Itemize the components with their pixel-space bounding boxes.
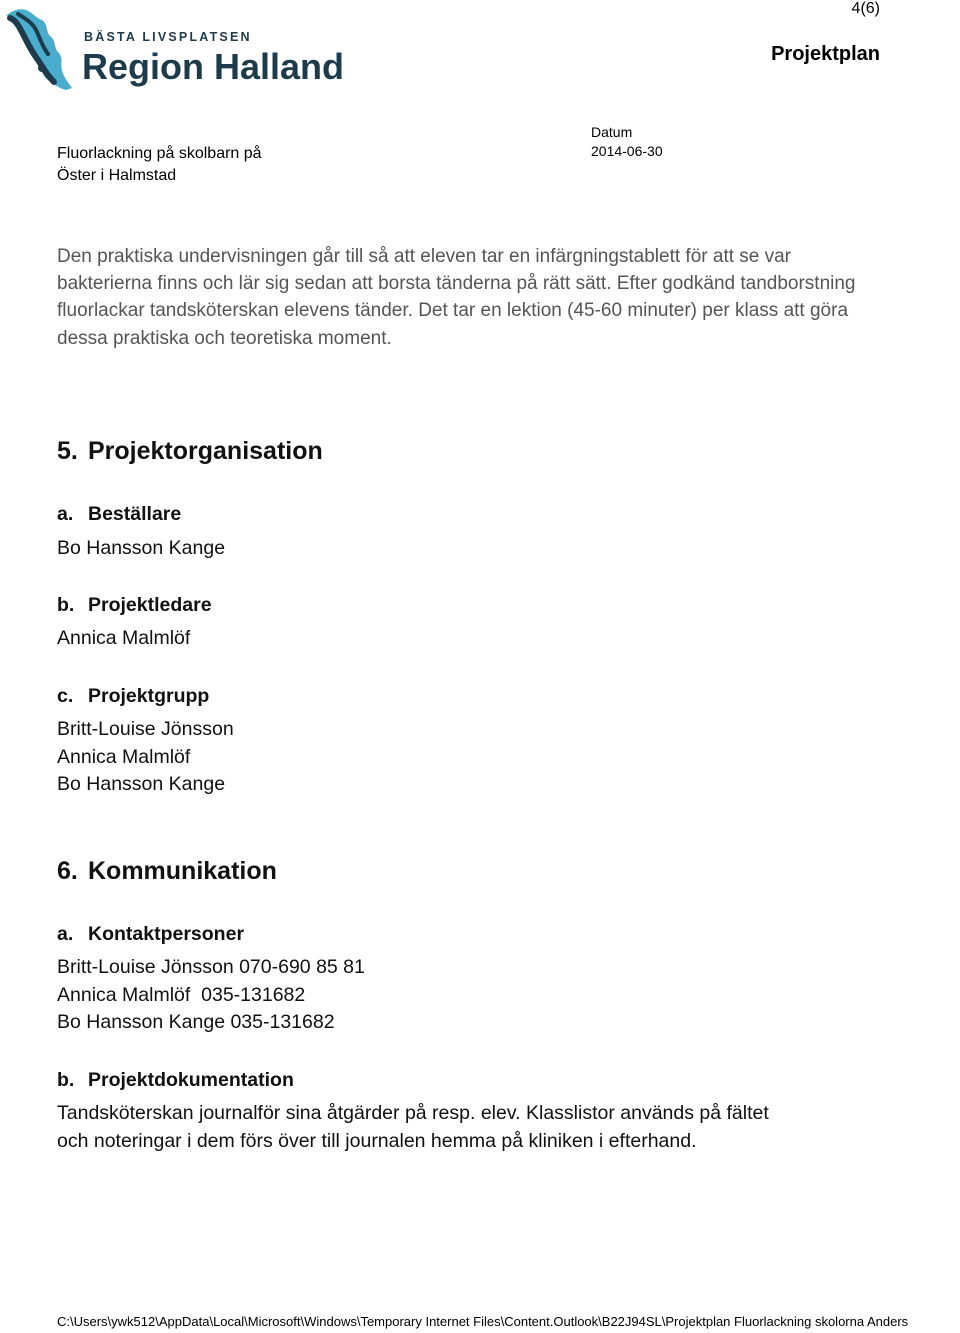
subsection-heading: [57, 685, 209, 708]
content-line: Britt-Louise Jönsson: [57, 718, 234, 740]
subsection-content: [57, 625, 190, 653]
subsection-content: [57, 954, 365, 1037]
subsection-title: Projektgrupp: [88, 685, 210, 707]
subsection-heading: [57, 923, 244, 946]
subsection-letter: a.: [57, 923, 74, 945]
section-heading: [57, 857, 277, 886]
subsection-title: Projektdokumentation: [88, 1069, 294, 1091]
subsection-heading: [57, 1069, 294, 1092]
content-line: Bo Hansson Kange 035-131682: [57, 1011, 335, 1033]
content-line: Bo Hansson Kange: [57, 537, 226, 559]
subsection-content: [57, 535, 225, 563]
document-type: Projektplan: [771, 43, 880, 65]
subsection-letter: c.: [57, 685, 74, 707]
section-number: 6.: [57, 857, 78, 885]
subsection-letter: b.: [57, 1069, 75, 1091]
content-line: Britt-Louise Jönsson 070-690 85 81: [57, 956, 365, 978]
subsection-heading: [57, 594, 212, 617]
intro-paragraph: Den praktiska undervisningen går till så att eleven tar en infärgningstablett för att se var bakterierna finns och lär sig sedan att borsta tänderna på rätt sätt. Efter godkänd tandborstning fluorlackar tandsköterskan elevens tänder. Det tar en lektion (45-60 minuter) per klass att göra dessa praktiska och teoretiska moment.: [57, 246, 856, 349]
section-heading: [57, 437, 323, 466]
logo-tagline: BÄSTA LIVSPLATSEN: [84, 30, 252, 44]
subsection-title: Projektledare: [88, 594, 212, 616]
section-number: 5.: [57, 437, 78, 465]
subject-line-2: Öster i Halmstad: [57, 167, 177, 184]
date-value: 2014-06-30: [591, 143, 663, 159]
halland-map-icon: [2, 8, 82, 92]
content-line: Annica Malmlöf 035-131682: [57, 983, 306, 1006]
subsection-letter: a.: [57, 503, 74, 525]
section-title: Projektorganisation: [88, 437, 323, 465]
subsection-title: Kontaktpersoner: [88, 923, 245, 945]
subsection-letter: b.: [57, 594, 75, 616]
page-number: 4(6): [851, 0, 880, 17]
document-subject: [57, 143, 317, 187]
section-title: Kommunikation: [88, 857, 277, 885]
subsection-title: Beställare: [88, 503, 182, 525]
content-line: och noteringar i dem förs över till journalen hemma på kliniken i efterhand.: [57, 1129, 697, 1152]
logo-name: Region Halland: [82, 46, 345, 87]
subject-line-1: Fluorlackning på skolbarn på: [57, 145, 262, 162]
content-line: Annica Malmlöf: [57, 745, 191, 768]
content-line: Tandsköterskan journalför sina åtgärder på resp. elev. Klasslistor används på fältet: [57, 1102, 769, 1124]
subsection-heading: [57, 503, 181, 526]
footer-file-path: C:\Users\ywk512\AppData\Local\Microsoft\Windows\Temporary Internet Files\Content.Outlook\B22J94SL\Projektplan Fluorlackning skolorna Anders: [57, 1314, 909, 1329]
content-line: Bo Hansson Kange: [57, 773, 226, 795]
date-label: Datum: [591, 124, 633, 140]
content-line: Annica Malmlöf: [57, 627, 191, 649]
subsection-content: [57, 716, 234, 799]
subsection-content: [57, 1100, 769, 1155]
